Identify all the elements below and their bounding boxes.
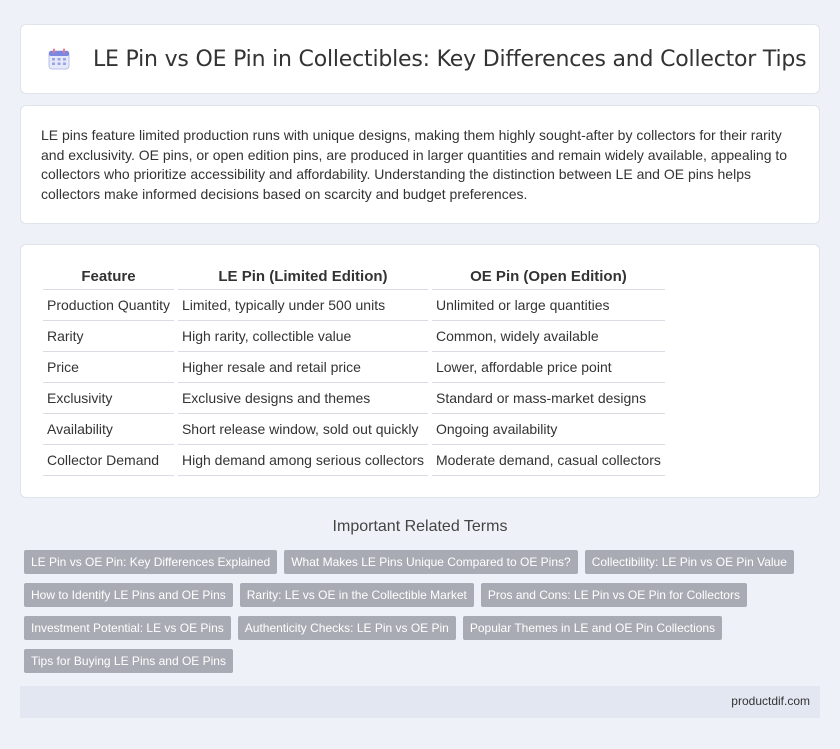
related-terms-title: Important Related Terms [332,518,508,535]
table-cell: Price [43,352,174,383]
page-header [20,24,820,94]
table-cell: High demand among serious collectors [178,445,428,476]
table-cell: Exclusive designs and themes [178,383,428,414]
table-cell: Standard or mass-market designs [432,383,665,414]
table-cell: Production Quantity [43,290,174,321]
related-term-link[interactable]: Investment Potential: LE vs OE Pins [24,616,231,640]
related-term-link[interactable]: Popular Themes in LE and OE Pin Collections [463,616,722,640]
table-cell: Rarity [43,321,174,352]
related-term-link[interactable]: What Makes LE Pins Unique Compared to OE Pins? [284,550,577,574]
related-term-link[interactable]: Collectibility: LE Pin vs OE Pin Value [585,550,794,574]
table-row [43,352,665,383]
table-cell: Moderate demand, casual collectors [432,445,665,476]
table-row [43,414,665,445]
table-row [43,445,665,476]
footer-site-name[interactable]: productdif.com [731,694,810,708]
calendar-icon [47,47,71,71]
footer [20,686,820,718]
table-cell: Availability [43,414,174,445]
related-term-link[interactable]: Pros and Cons: LE Pin vs OE Pin for Collectors [481,583,747,607]
table-row [43,321,665,352]
column-header: Feature [43,263,174,290]
table-row [43,383,665,414]
table-cell: High rarity, collectible value [178,321,428,352]
table-header-row [43,263,665,290]
table-cell: Ongoing availability [432,414,665,445]
table-cell: Common, widely available [432,321,665,352]
table-cell: Higher resale and retail price [178,352,428,383]
related-term-link[interactable]: Authenticity Checks: LE Pin vs OE Pin [238,616,456,640]
page-title: LE Pin vs OE Pin in Collectibles: Key Differences and Collector Tips [93,46,807,72]
intro-text: LE pins feature limited production runs with unique designs, making them highly sought-after by collectors for their rarity and exclusivity. OE pins, or open edition pins, are produced in larger quantities and remain widely available, appealing to collectors who prioritize accessibility and affordability. Understanding the distinction between LE and OE pins helps collectors make informed decisions based on scarcity and budget preferences. [41,127,788,202]
table-cell: Unlimited or large quantities [432,290,665,321]
related-term-link[interactable]: How to Identify LE Pins and OE Pins [24,583,233,607]
column-header: OE Pin (Open Edition) [432,263,665,290]
table-cell: Lower, affordable price point [432,352,665,383]
column-header: LE Pin (Limited Edition) [178,263,428,290]
table-cell: Short release window, sold out quickly [178,414,428,445]
related-term-link[interactable]: Tips for Buying LE Pins and OE Pins [24,649,233,673]
comparison-section [20,244,820,498]
related-terms-list [24,550,814,682]
table-cell: Limited, typically under 500 units [178,290,428,321]
related-term-link[interactable]: Rarity: LE vs OE in the Collectible Market [240,583,474,607]
table-cell: Collector Demand [43,445,174,476]
related-term-link[interactable]: LE Pin vs OE Pin: Key Differences Explained [24,550,277,574]
intro-section [20,105,820,224]
comparison-table [39,263,669,476]
table-cell: Exclusivity [43,383,174,414]
table-row [43,290,665,321]
